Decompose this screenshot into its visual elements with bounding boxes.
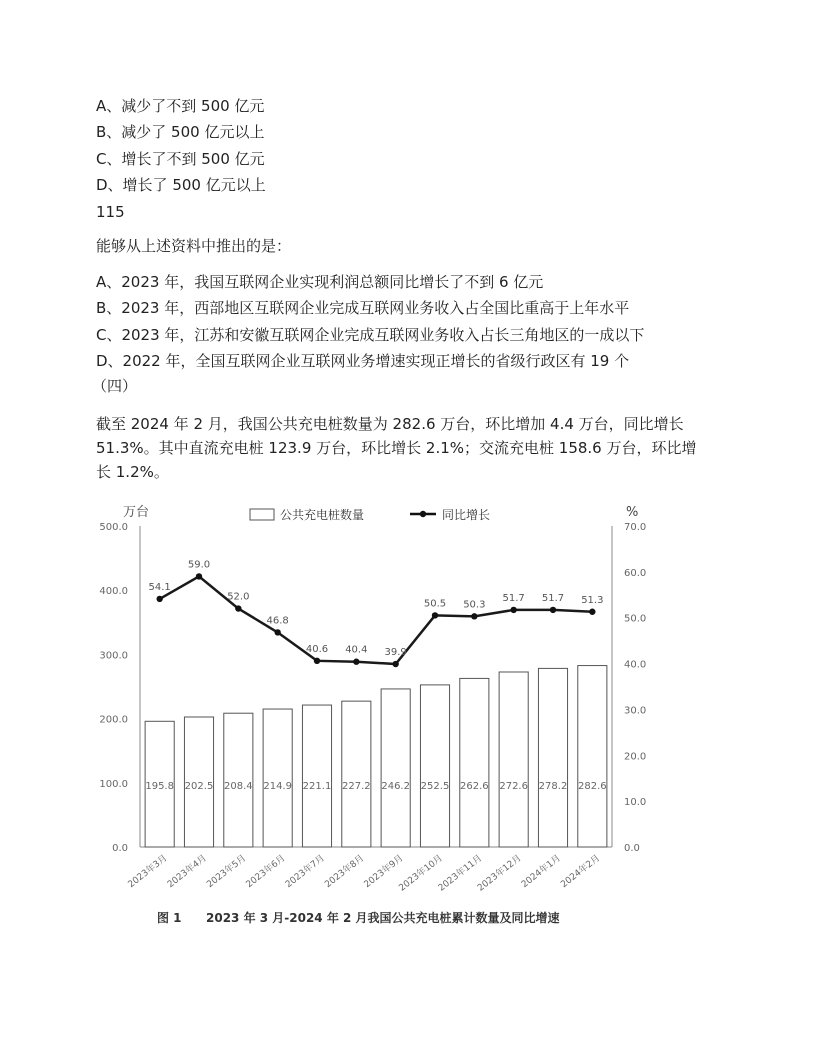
yoy-point xyxy=(274,629,280,635)
option-c: C、2023 年，江苏和安徽互联网企业完成互联网业务收入占长三角地区的一成以下 xyxy=(96,326,645,344)
right-tick-label: 30.0 xyxy=(624,705,647,717)
bar-value-label: 278.2 xyxy=(538,781,568,792)
bar xyxy=(263,709,292,847)
left-tick-label: 400.0 xyxy=(99,586,128,598)
x-tick-label: 2023年8月 xyxy=(323,853,367,891)
right-tick-label: 70.0 xyxy=(624,522,647,533)
bar-value-label: 208.4 xyxy=(224,781,253,792)
yoy-point xyxy=(196,573,202,579)
option-a: A、2023 年，我国互联网企业实现利润总额同比增长了不到 6 亿元 xyxy=(96,273,544,291)
left-axis-unit: 万台 xyxy=(123,505,150,520)
x-tick-label: 2023年7月 xyxy=(283,853,327,891)
figure-caption: 2023 年 3 月-2024 年 2 月我国公共充电桩累计数量及同比增速 xyxy=(206,911,560,925)
option-b: B、减少了 500 亿元以上 xyxy=(96,123,265,141)
yoy-value-label: 51.7 xyxy=(502,592,525,604)
yoy-growth-line xyxy=(160,576,593,664)
bar-value-label: 272.6 xyxy=(499,781,528,792)
right-axis-unit: % xyxy=(626,505,639,520)
right-tick-label: 50.0 xyxy=(624,613,647,625)
x-tick-label: 2023年5月 xyxy=(205,853,249,891)
yoy-value-label: 52.0 xyxy=(227,591,250,603)
bar-value-label: 227.2 xyxy=(342,781,371,792)
yoy-value-label: 51.3 xyxy=(581,594,604,606)
bar-value-label: 221.1 xyxy=(302,781,332,792)
question-number: 115 xyxy=(96,203,125,221)
yoy-value-label: 51.7 xyxy=(541,592,565,604)
yoy-value-label: 40.6 xyxy=(305,643,329,655)
paragraph-line: 长 1.2%。 xyxy=(96,463,169,481)
x-tick-label: 2024年2月 xyxy=(559,853,603,891)
bar xyxy=(342,701,371,847)
bar xyxy=(420,685,449,847)
paragraph-line: 51.3%。其中直流充电桩 123.9 万台，环比增长 2.1%；交流充电桩 158.6 万台，环比增 xyxy=(96,439,697,457)
left-tick-label: 300.0 xyxy=(99,650,128,662)
left-tick-label: 500.0 xyxy=(99,522,128,533)
right-tick-label: 20.0 xyxy=(624,751,647,763)
bar-value-label: 282.6 xyxy=(578,781,607,792)
yoy-value-label: 40.4 xyxy=(345,644,368,656)
yoy-point xyxy=(353,659,359,665)
yoy-point xyxy=(589,609,595,615)
bar xyxy=(460,678,489,847)
bar-value-label: 202.5 xyxy=(184,781,214,792)
x-tick-label: 2024年1月 xyxy=(519,853,563,891)
left-tick-label: 100.0 xyxy=(99,778,128,790)
yoy-value-label: 46.8 xyxy=(266,615,289,627)
option-b: B、2023 年，西部地区互联网企业完成互联网业务收入占全国比重高于上年水平 xyxy=(96,299,630,317)
x-tick-label: 2023年4月 xyxy=(165,853,209,891)
yoy-value-label: 39.9 xyxy=(384,647,407,659)
yoy-value-label: 50.3 xyxy=(463,599,486,611)
yoy-value-label: 50.5 xyxy=(423,598,447,610)
yoy-value-label: 59.0 xyxy=(187,559,211,571)
yoy-point xyxy=(432,612,438,618)
yoy-point xyxy=(392,661,398,667)
bar xyxy=(578,666,607,847)
paragraph-line: 截至 2024 年 2 月，我国公共充电桩数量为 282.6 万台，环比增加 4.4 万台，同比增长 xyxy=(96,415,684,433)
bar xyxy=(499,672,528,847)
question-stem: 能够从上述资料中推出的是： xyxy=(96,237,292,255)
option-c: C、增长了不到 500 亿元 xyxy=(96,150,265,168)
x-tick-label: 2023年10月 xyxy=(397,853,445,894)
yoy-point xyxy=(471,613,477,619)
bar xyxy=(302,705,331,847)
right-tick-label: 10.0 xyxy=(624,797,647,809)
right-tick-label: 40.0 xyxy=(624,659,647,671)
left-tick-label: 200.0 xyxy=(99,714,128,726)
figure-number: 图 1 xyxy=(157,911,182,925)
right-tick-label: 0.0 xyxy=(624,843,640,854)
legend-bar-swatch xyxy=(250,509,274,520)
charging-pile-chart xyxy=(90,495,670,935)
x-tick-label: 2023年3月 xyxy=(126,853,170,891)
bar-value-label: 252.5 xyxy=(420,781,450,792)
option-d: D、2022 年，全国互联网企业互联网业务增速实现正增长的省级行政区有 19 个 xyxy=(96,352,630,370)
x-tick-label: 2023年11月 xyxy=(436,853,485,894)
legend-line-marker xyxy=(420,511,426,517)
bar xyxy=(381,689,410,847)
bar-value-label: 214.9 xyxy=(263,781,292,792)
yoy-point xyxy=(314,658,320,664)
bar xyxy=(538,668,567,847)
section-title: （四） xyxy=(92,377,138,395)
option-a: A、减少了不到 500 亿元 xyxy=(96,97,265,115)
x-tick-label: 2023年6月 xyxy=(244,853,288,891)
option-d: D、增长了 500 亿元以上 xyxy=(96,176,266,194)
yoy-point xyxy=(156,596,162,602)
x-tick-label: 2023年12月 xyxy=(476,853,524,894)
yoy-point xyxy=(235,605,241,611)
bar-value-label: 262.6 xyxy=(460,781,489,792)
legend-line-label: 同比增长 xyxy=(442,508,491,522)
right-tick-label: 60.0 xyxy=(624,567,647,579)
left-tick-label: 0.0 xyxy=(112,843,128,854)
x-tick-label: 2023年9月 xyxy=(362,853,406,891)
yoy-value-label: 54.1 xyxy=(148,581,171,593)
bar-value-label: 246.2 xyxy=(381,781,410,792)
legend-bar-label: 公共充电桩数量 xyxy=(280,508,365,522)
bar-value-label: 195.8 xyxy=(145,781,174,792)
yoy-point xyxy=(550,607,556,613)
yoy-point xyxy=(510,607,516,613)
